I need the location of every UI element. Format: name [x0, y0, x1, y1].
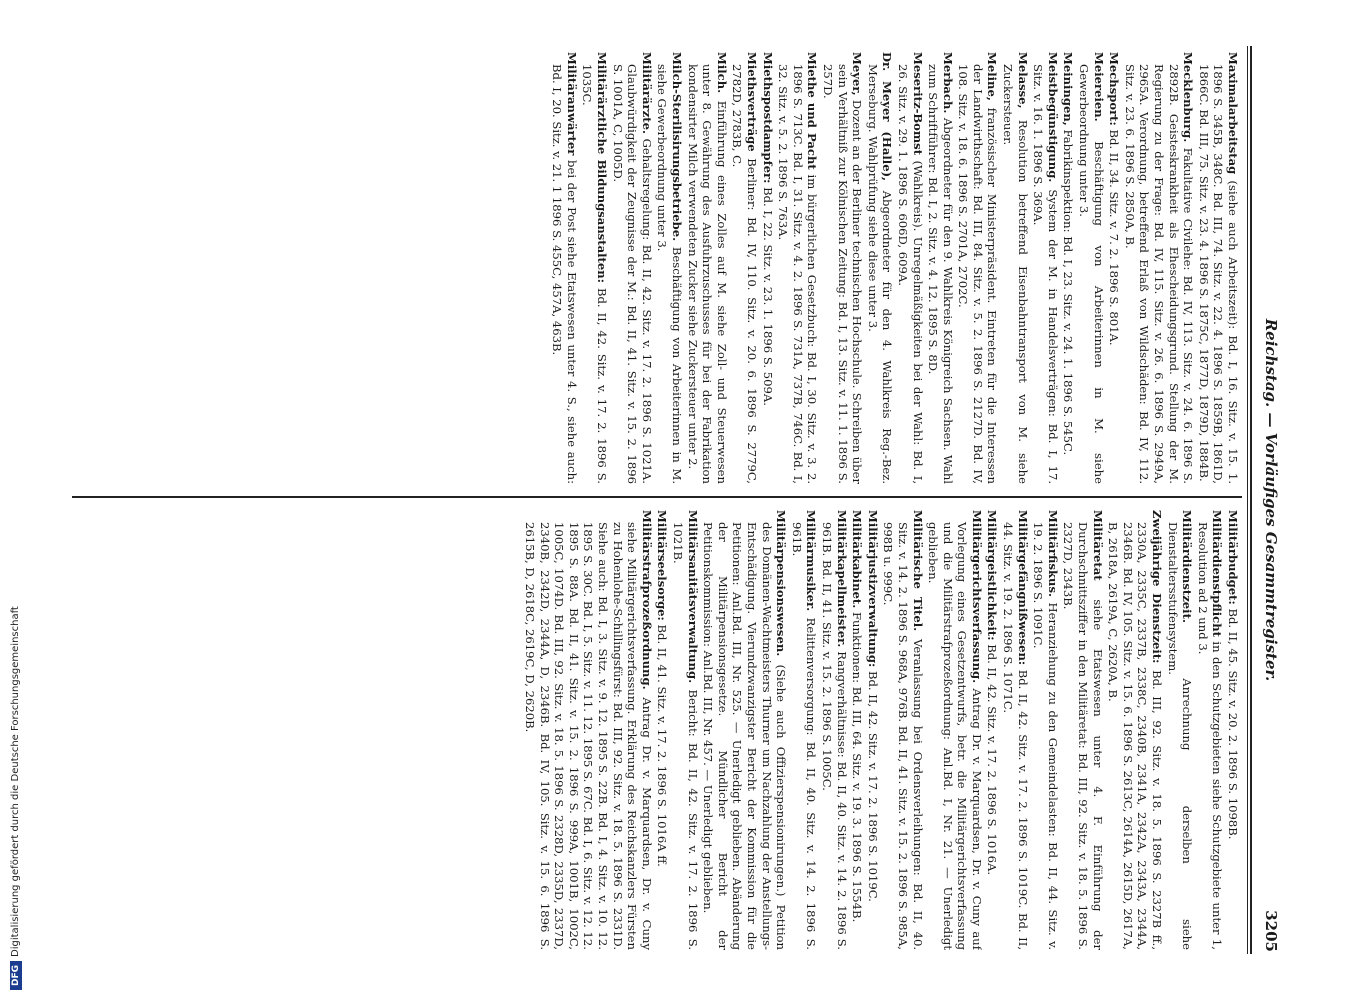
register-entry: [1031, 510, 1060, 950]
register-entry: [1076, 52, 1105, 484]
register-entry: [926, 52, 955, 484]
entry-text: Anrechnung derselben siehe Dienstaltersstufensystem.: [1165, 522, 1195, 950]
entry-text: Bd. I, 22. Sitz. v. 23. 1. 1896 S. 509A.: [760, 187, 775, 406]
entry-text: Rangverhältnisse: Bd. II, 40. Sitz. v. 14. 2. 1896 S. 961B. Bd. II, 41. Sitz. v. 15. 2. 1896 S. 1005C.: [819, 522, 849, 950]
entry-text: im bürgerlichen Gesetzbuch: Bd. I, 30. Sitz. v. 3. 2. 1896 S. 713C. Bd. I, 31. Sitz. v. 4. 2. 1896 S. 731A, 737B, 746C. Bd. I, 32. Sitz. v. 5. 2. 1896 S. 763A.: [776, 64, 820, 484]
entry-heading: Meseritz-Bomst: [910, 52, 925, 156]
register-entry: [865, 52, 894, 484]
entry-text: (siehe auch Arbeitszeit): Bd. I, 16. Sitz. v. 15. 1. 1896 S. 345B, 348C. Bd. III, 74. Sitz. v. 22. 4. 1896 S. 1859B, 1861D, 1866C. Bd. III, 75. Sitz. v. 23. 4. 1896 S. 1875C, 1877D, 1879D, 1884B.: [1196, 64, 1240, 484]
register-entry: [685, 52, 729, 484]
entry-heading: Militärärztliche Bildungsanstalten:: [595, 52, 610, 283]
entry-heading: Dr. Meyer (Halle),: [880, 52, 895, 182]
entry-text: Dozent an der Berliner technischen Hochschule. Schreiben über sein Verhältniß zur Kölnischen Zeitung: Bd. I, 13. Sitz. v. 11. 1. 1896 S. 257D.: [820, 64, 865, 484]
entry-text: Bd. II, 34. Sitz. v. 7. 2. 1896 S. 801A.: [1107, 129, 1122, 346]
entry-heading: Militäranwärter: [564, 52, 579, 156]
entry-text: Berliner: Bd. IV, 110. Sitz. v. 20. 6. 1896 S. 2779C, 2782D, 2783B, C.: [730, 64, 759, 484]
entry-text: Veranlassung bei Ordensverleihungen: Bd. II, 40. Sitz. v. 14. 2. 1896 S. 968A, 976B. Bd. II, 41. Sitz. v. 15. 2. 1896 S. 985A, 998B u. 999C.: [881, 522, 925, 950]
right-column: [80, 510, 1240, 950]
entry-text: Funktionen: Bd. III, 64. Sitz. v. 19. 3. 1896 S. 1554B.: [850, 611, 865, 923]
entry-heading: Melasse,: [1015, 52, 1030, 109]
register-entry: [760, 52, 775, 484]
column-divider: [72, 496, 1242, 498]
entry-heading: Militärbudget:: [1226, 510, 1240, 605]
entry-text: Bericht: Bd. II, 42. Sitz. v. 17. 2. 1896 S. 1021B.: [671, 522, 700, 950]
footer-text: Digitalisierung gefördert durch die Deutsche Forschungsgemeinschaft: [10, 606, 21, 957]
entry-heading: Meyer,: [850, 52, 865, 96]
entry-heading: Militärkapellmeister.: [834, 510, 849, 648]
entry-text: Einführung eines Zolles auf M. siehe Zoll- und Steuerwesen unter 8. Gewährung des Ausfuhrzuschusses für bei der Fabrikation kondensirter Milch verwendeten Zucker siehe Zuckersteuer unter 2.: [685, 64, 729, 484]
entry-text: in den Schutzgebieten siehe Schutzgebiete unter 1, Resolution ad 2 und 3.: [1195, 522, 1225, 950]
entry-heading: Mecklenburg.: [1181, 52, 1196, 143]
register-entry: [655, 52, 684, 484]
register-entry: [1165, 510, 1194, 950]
entry-text: Fabrikinspektion: Bd. I, 23. Sitz. v. 24. 1. 1896 S. 545C.: [1061, 129, 1076, 456]
entry-text: Bd. II, 42. Sitz. v. 17. 2. 1896 S. 1019C.: [865, 670, 880, 902]
entry-text: Beschäftigung von Arbeiterinnen in M. siehe Gewerbeordnung unter 3.: [1077, 64, 1106, 484]
register-entry: [670, 510, 699, 950]
entry-text: bei der Post siehe Etatswesen unter 4. S., siehe auch: Bd. I, 20. Sitz. v. 21. 1 1896 S. 455C, 457A, 463B.: [550, 64, 579, 484]
register-entry: [730, 52, 759, 484]
footer-credit: [10, 606, 22, 990]
register-entry: [523, 510, 654, 950]
entry-heading: Zweijährige Dienstzeit:: [1150, 510, 1165, 664]
page-number: 3205: [1262, 910, 1280, 952]
entry-heading: Militärseelsorge:: [655, 510, 670, 621]
entry-text: (Siehe auch Offizierspensionirungen.) Petition des Domänen-Wachtmeisters Thurner um Nachzahlung der Anstellungs-Entschädigung. Vierundzwanzigster Bericht der Kommission für die Petitionen: Anl.Bd. III, Nr. 525. — Unerledigt geblieben. Abänderung der Militärpensionsgesetze. Mündlicher Bericht der Petitionskommission: Anl.Bd. III, Nr. 457. — Unerledigt geblieben.: [701, 522, 789, 950]
entry-text: Antrag Dr. v. Marquardsen, Dr. v. Cuny auf Vorlegung eines Gesetzentwurfs, betr. die Militärgerichtsverfassung und die Militärstrafprozeßordnung: Anl.Bd. I, Nr. 21. — Unerledigt geblieben.: [926, 522, 984, 950]
entry-text: Resolution betreffend Eisenbahntransport von M. siehe Zuckersteuer.: [1001, 64, 1030, 484]
entry-heading: Militärdienstzeit.: [1180, 510, 1195, 623]
entry-text: (Wahlkreis). Unregelmäßigkeiten bei der Wahl: Bd. I, 26. Sitz. v. 29. 1. 1896 S. 606D, 609A.: [895, 64, 925, 484]
entry-text: Bd. II, 41. Sitz. v. 17. 2. 1896 S. 1016A ff.: [655, 624, 670, 867]
register-entry: [819, 510, 848, 950]
entry-text: System der M. in Handelsverträgen: Bd. I, 17. Sitz. v. 16. 1. 1896 S. 369A.: [1031, 64, 1060, 484]
register-entry: [701, 510, 789, 950]
entry-text: Beschäftigung von Arbeiterinnen in M. siehe Gewerbeordnung unter 3.: [655, 64, 685, 484]
entry-heading: Militärjustizverwaltung:: [865, 510, 880, 668]
entry-heading: Maximalarbeitstag: [1226, 52, 1240, 175]
dfg-logo-icon: DFG: [10, 961, 22, 990]
entry-text: Heranziehung zu den Gemeindelasten: Bd. II, 44. Sitz. v. 19. 2. 1896 S. 1091C.: [1031, 522, 1060, 950]
register-entry: [1031, 52, 1060, 484]
entry-heading: Milch.: [714, 52, 729, 94]
register-entry: [610, 52, 654, 484]
register-entry: [776, 52, 820, 484]
entry-heading: Meline,: [985, 52, 1000, 101]
entry-heading: Militärsanitätsverwaltung.: [685, 510, 700, 684]
entry-heading: Meistbegünstigung.: [1045, 52, 1060, 183]
entry-text: Bd. II, 42. Sitz. v. 17. 2. 1896 S. 1019C. Bd. II, 44. Sitz. v. 19. 2. 1896 S. 1071C.: [1001, 522, 1030, 950]
entry-text: siehe Etatswesen unter 4. F. Einführung der Durchschnittsziffer in den Militäretat: Bd. III, 92. Sitz. v. 18. 5. 1896 S. 2327D, 2343B.: [1061, 522, 1105, 950]
register-entry: [1196, 52, 1240, 484]
register-entry: [1061, 52, 1076, 484]
register-entry: [895, 52, 924, 484]
register-entry: [655, 510, 670, 950]
entry-text: Bd. II, 42. Sitz. v. 17. 2. 1896 S. 1035C.: [580, 64, 610, 484]
entry-text: Gehaltsregelung: Bd. II, 42. Sitz. v. 17. 2. 1896 S. 1021A. Glaubwürdigkeit der Zeugnisse der M.: Bd. II, 41. Sitz. v. 15. 2. 1896 S. 1001A, C, 1005D.: [610, 64, 654, 484]
entry-heading: Militärdienstpflicht: [1210, 510, 1225, 638]
entry-heading: Militärkabinet.: [850, 510, 865, 609]
entry-heading: Militäretat: [1090, 510, 1105, 581]
register-entry: [881, 510, 925, 950]
register-entry: [789, 510, 818, 950]
register-entry: [1061, 510, 1105, 950]
register-entry: [985, 510, 1000, 950]
entry-heading: Mechsport:: [1107, 52, 1122, 126]
register-entry: [956, 52, 1000, 484]
register-entry: [1225, 510, 1240, 950]
entry-text: Fakultative Civilehe: Bd. IV, 113. Sitz. v. 24. 6. 1896 S. 2892B. Geisteskrankheit als Ehescheidungsgrund. Stellung der M. Regierung zu der Frage: Bd. IV, 115. Sitz. v. 26. 6. 1896 S. 2949A, 2965A. Verordnung, betreffend Erlaß von Wildschäden: Bd. IV, 112. Sitz. v. 23. 6. 1896 S. 2850A, B.: [1122, 64, 1196, 484]
register-entry: [1107, 52, 1122, 484]
entry-heading: Miethsverträge: [745, 52, 759, 152]
entry-heading: Milch-Sterilisirungsbetriebe.: [670, 52, 685, 242]
entry-heading: Meiereien.: [1091, 52, 1106, 122]
register-entry: [580, 52, 609, 484]
entry-heading: Militärgefängnißwesen:: [1015, 510, 1030, 666]
entry-heading: Miethspostdampfer:: [760, 52, 775, 184]
entry-heading: Miethe und Pacht: [805, 52, 820, 170]
register-entry: [550, 52, 579, 484]
entry-heading: Militärärzte.: [639, 52, 654, 134]
entry-text: französischer Ministerpräsident. Eintreten für die Interessen der Landwirthschaft: Bd. III, 84. Sitz. v. 5. 2. 1896 S. 2127D. Bd. IV, 108. Sitz. v. 18. 6. 1896 S. 2701A, 2702C.: [956, 64, 1000, 484]
entry-heading: Militärgeistlichkeit:: [985, 510, 1000, 641]
entry-text: Bd. II, 42. Sitz. v. 17. 2. 1896 S. 1016A.: [985, 644, 1000, 876]
entry-text: Antrag Dr. v. Marquardsen, Dr. v. Cuny siehe Militärgerichtsverfassung. Erklärung des Reichskanzlers Fürsten zu Hohenlohe-Schillingsfürst: Bd. III, 92. Sitz. v. 18. 5. 1896 S. 2331D. Siehe auch: Bd. I, 3. Sitz. v. 9. 12. 1895 S. 22B. Bd. I, 4. Sitz. v. 10. 12. 1895 S. 30C. Bd. I, 5. Sitz. v. 11. 12. 1895 S. 67C. Bd. I, 6. Sitz. v. 12. 12. 1895 S. 88A. Bd. II, 41. Sitz. v. 15. 2. 1896 S. 999A, 1001B, 1002C, 1005C, 1074D. Bd. III, 92. Sitz. v. 18. 5. 1896 S. 2328D, 2335D, 2337D, 2340B, 2342D, 2344A, D, 2346B. Bd. IV, 105. Sitz. v. 15. 6. 1896 S. 2615B, D, 2618C, 2619C, D, 2620B.: [523, 522, 654, 950]
entry-text: Bd. II, 45. Sitz. v. 20. 2. 1896 S. 1098B.: [1226, 608, 1240, 840]
entry-heading: Meiningen,: [1061, 52, 1076, 126]
register-entry: [1122, 52, 1195, 484]
entry-text: Relittenversorgung: Bd. II, 40. Sitz. v. 14. 2. 1896 S. 961B.: [789, 522, 819, 950]
register-entry: [865, 510, 880, 950]
entry-text: Abgeordneter für den 9. Wahlkreis Königreich Sachsen. Wahl zum Schriftführer: Bd. I, 2. Sitz. v. 4. 12. 1895 S. 8D.: [926, 64, 955, 484]
header-rule: [1250, 46, 1252, 954]
entry-text: Abgeordneter für den 4. Wahlkreis Reg.-Bez. Merseburg. Wahlprüfung siehe diese unter 3.: [865, 64, 895, 484]
entry-heading: Militärmusiker.: [804, 510, 819, 612]
entry-heading: Militärgerichtsverfassung.: [969, 510, 984, 684]
register-entry: [1001, 510, 1030, 950]
entry-heading: Militärische Titel.: [910, 510, 925, 632]
register-entry: [926, 510, 984, 950]
entry-heading: Militärfiskus.: [1045, 510, 1060, 598]
entry-heading: Militärstrafprozeßordnung.: [639, 510, 654, 690]
running-title: Reichstag. — Vorläufiges Gesammtregister.: [1262, 318, 1280, 682]
page-header: [1250, 40, 1286, 960]
register-entry: [1195, 510, 1224, 950]
entry-heading: Merbach.: [940, 52, 955, 114]
entry-heading: Militärpensionswesen.: [774, 510, 789, 657]
rotated-register-page: [66, 40, 1286, 960]
register-entry: [820, 52, 864, 484]
register-entry: [850, 510, 865, 950]
left-column: [80, 52, 1240, 484]
header-rule-thin: [1247, 46, 1248, 954]
register-entry: [1001, 52, 1030, 484]
entry-text: Bd. III, 92. Sitz. v. 18. 5. 1896 S. 2327B ff., 2330A, 2335C, 2337B, 2338C, 2340B, 2341A, 2342A, 2343A, 2344A, 2346B. Bd. IV, 105. Sitz. v. 15. 6. 1896 S. 2613C, 2614A, 2615D, 2617A, B, 2618A, 2619A, C, 2620A, B.: [1106, 522, 1165, 950]
register-entry: [1106, 510, 1164, 950]
